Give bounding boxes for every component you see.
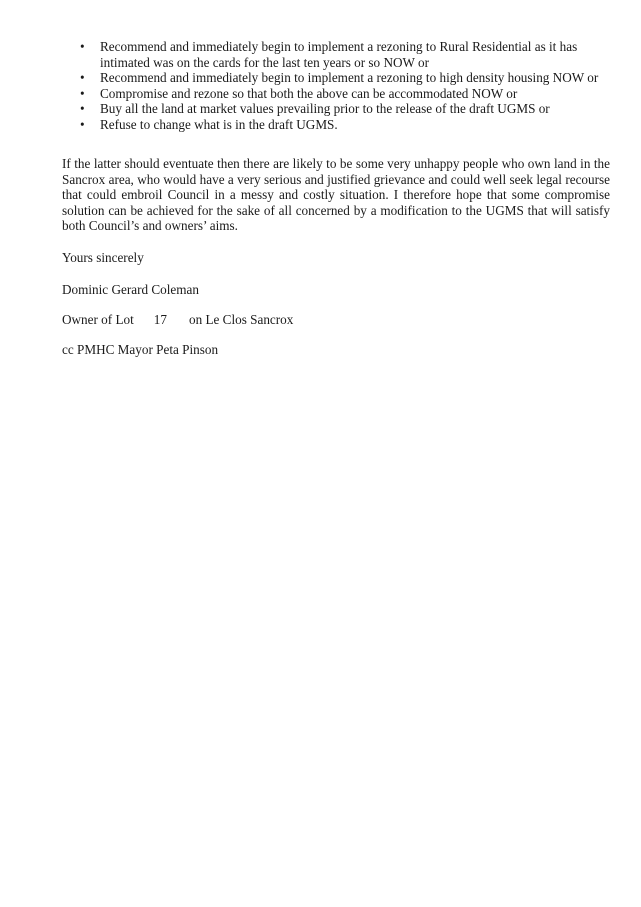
list-item-text: Compromise and rezone so that both the above can be accommodated NOW or [100, 85, 518, 101]
bullet-icon: • [80, 70, 85, 86]
owner-suffix: on Le Clos Sancrox [188, 312, 294, 327]
list-item-text: Refuse to change what is in the draft UGMS. [100, 116, 338, 132]
body-paragraph: If the latter should eventuate then there are likely to be some very unhappy people who own land in the Sancrox area, who would have a very serious and justified grievance and could well seek legal recourse that could embroil Council in a messy and costly situation. I therefore hope that some compromise solution can be achieved for the sake of all concerned by a modification to the UGMS that will satisfy both Council’s and owners’ aims. [62, 156, 610, 234]
bullet-icon: • [80, 101, 85, 117]
list-item [62, 101, 612, 117]
signatory-name: Dominic Gerard Coleman [62, 282, 199, 297]
lot-number: 17 [153, 312, 167, 327]
cc-line: cc PMHC Mayor Peta Pinson [62, 342, 219, 357]
owner-prefix: Owner of Lot [62, 312, 134, 327]
options-list [62, 39, 612, 133]
list-item-text: Buy all the land at market values prevailing prior to the release of the draft UGMS or [100, 101, 550, 117]
closing-line: Yours sincerely [62, 250, 144, 265]
list-item-text: Recommend and immediately begin to implement a rezoning to Rural Residential as it has intimated was on the cards for the last ten years or so NOW or [100, 39, 578, 70]
bullet-icon: • [80, 85, 85, 101]
list-item-text: Recommend and immediately begin to implement a rezoning to high density housing NOW or [100, 70, 599, 86]
list-item [62, 39, 612, 70]
owner-line [62, 312, 293, 328]
bullet-icon: • [80, 39, 85, 54]
list-item [62, 70, 612, 86]
list-item [62, 117, 612, 133]
bullet-icon: • [80, 116, 85, 132]
list-item [62, 86, 612, 102]
